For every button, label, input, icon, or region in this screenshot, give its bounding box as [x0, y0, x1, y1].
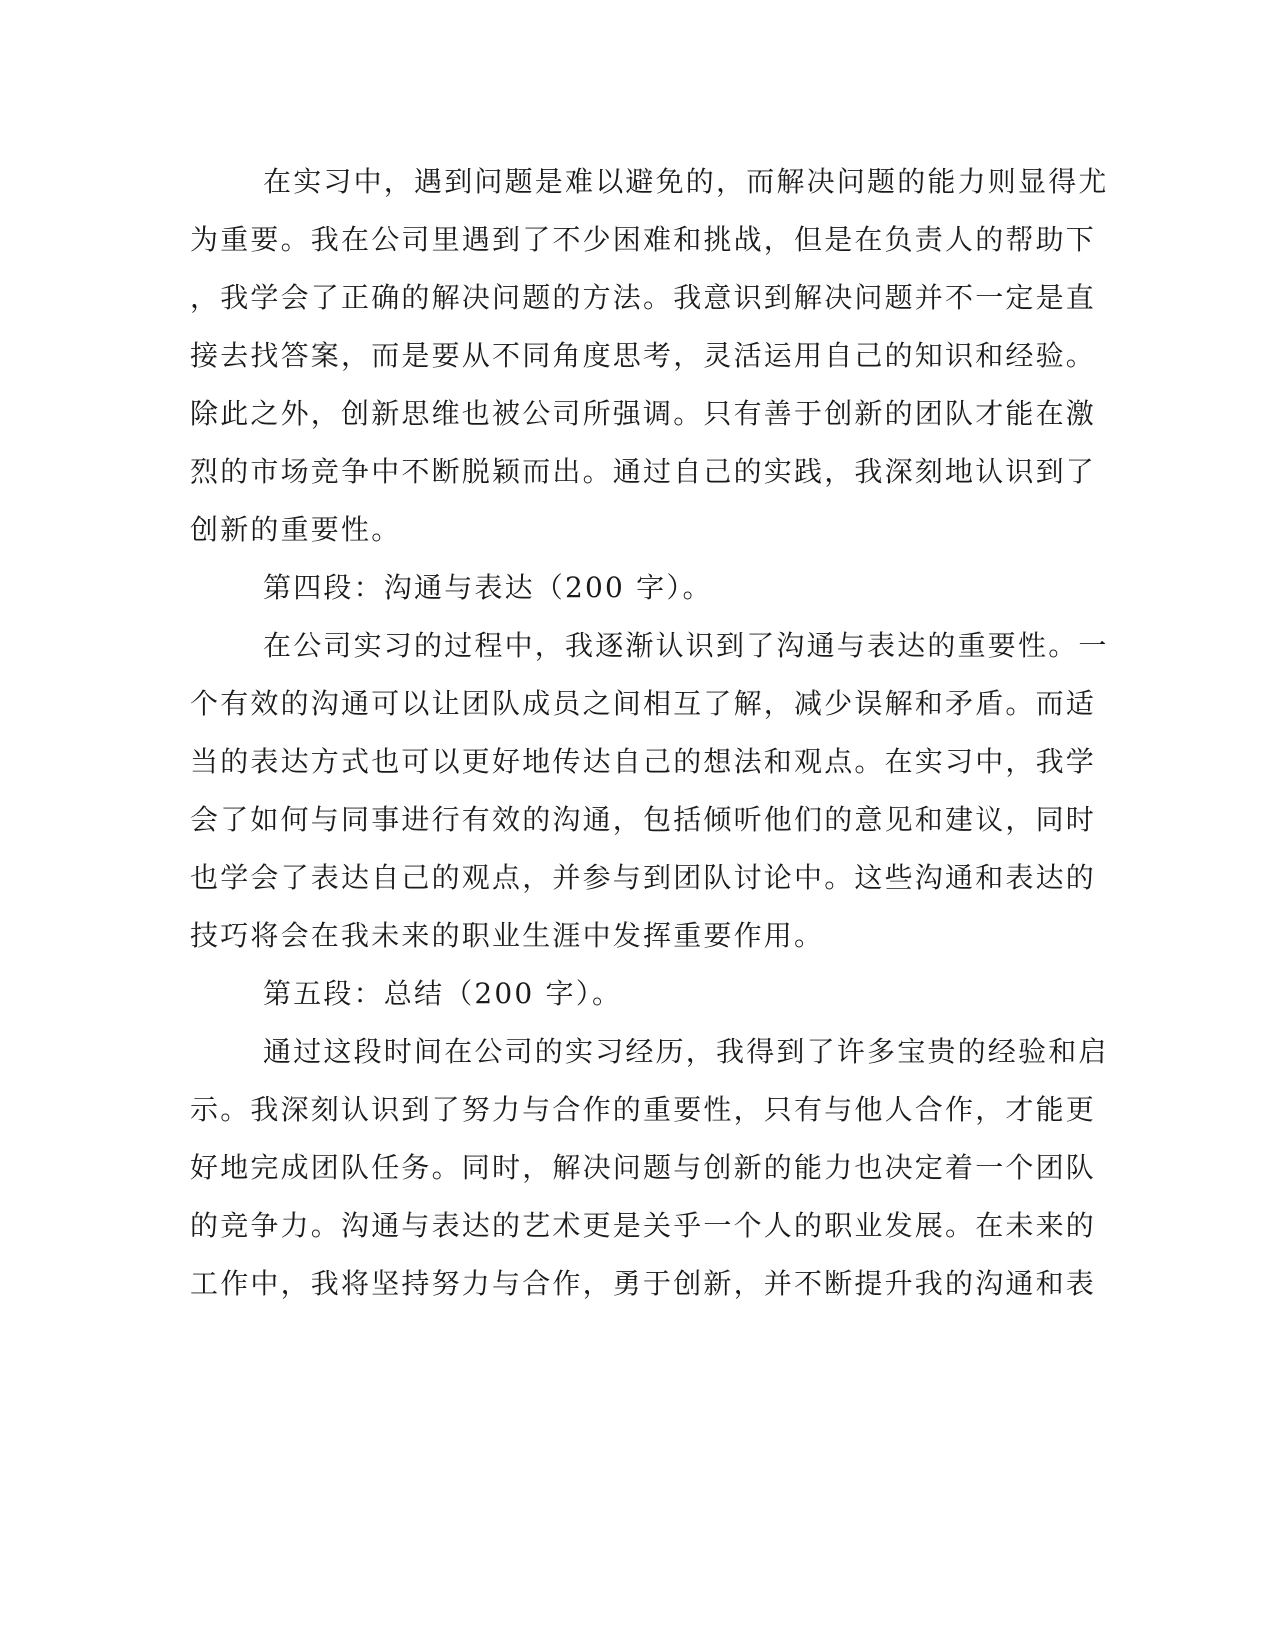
- text-line: 会了如何与同事进行有效的沟通，包括倾听他们的意见和建议，同时: [190, 803, 1097, 836]
- text-line: 烈的市场竞争中不断脱颖而出。通过自己的实践，我深刻地认识到了: [190, 455, 1097, 488]
- text-line: 在实习中，遇到问题是难以避免的，而解决问题的能力则显得尤: [263, 165, 1109, 198]
- text-line: 通过这段时间在公司的实习经历，我得到了许多宝贵的经验和启: [263, 1035, 1109, 1068]
- text-line: 接去找答案，而是要从不同角度思考，灵活运用自己的知识和经验。: [190, 339, 1097, 372]
- text-line: 在公司实习的过程中，我逐渐认识到了沟通与表达的重要性。一: [263, 629, 1109, 662]
- text-line: 个有效的沟通可以让团队成员之间相互了解，减少误解和矛盾。而适: [190, 687, 1097, 720]
- text-line: 工作中，我将坚持努力与合作，勇于创新，并不断提升我的沟通和表: [190, 1267, 1097, 1300]
- text-line: 也学会了表达自己的观点，并参与到团队讨论中。这些沟通和表达的: [190, 861, 1097, 894]
- text-line: 当的表达方式也可以更好地传达自己的想法和观点。在实习中，我学: [190, 745, 1097, 778]
- text-line: 技巧将会在我未来的职业生涯中发挥重要作用。: [190, 919, 825, 952]
- section-heading: 第五段：总结（200 字）。: [263, 977, 623, 1010]
- section-heading: 第四段：沟通与表达（200 字）。: [263, 571, 713, 604]
- text-line: 为重要。我在公司里遇到了不少困难和挑战，但是在负责人的帮助下: [190, 223, 1097, 256]
- text-line: 好地完成团队任务。同时，解决问题与创新的能力也决定着一个团队: [190, 1151, 1097, 1184]
- text-line: 创新的重要性。: [190, 513, 402, 546]
- text-line: 的竞争力。沟通与表达的艺术更是关乎一个人的职业发展。在未来的: [190, 1209, 1097, 1242]
- text-line: 除此之外，创新思维也被公司所强调。只有善于创新的团队才能在激: [190, 397, 1097, 430]
- text-line: 示。我深刻认识到了努力与合作的重要性，只有与他人合作，才能更: [190, 1093, 1097, 1126]
- text-line: ，我学会了正确的解决问题的方法。我意识到解决问题并不一定是直: [190, 281, 1097, 314]
